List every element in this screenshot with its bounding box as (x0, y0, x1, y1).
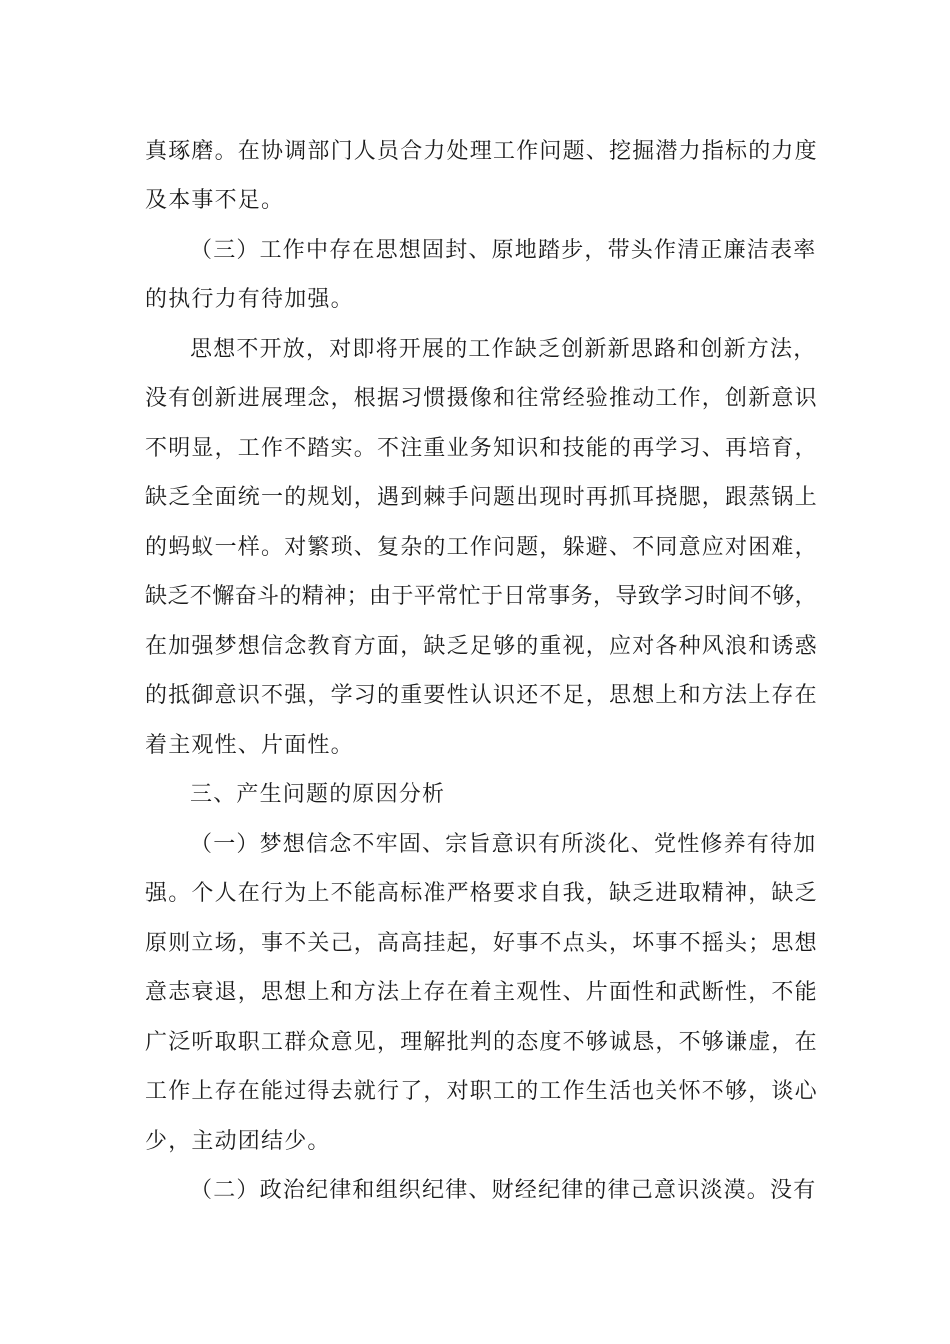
text-line: 在加强梦想信念教育方面，缺乏足够的重视，应对各种风浪和诱惑 (145, 634, 818, 659)
text-line: 强。个人在行为上不能高标准严格要求自我，缺乏进取精神，缺乏 (145, 881, 818, 906)
text-line: 原则立场，事不关己，高高挂起，好事不点头，坏事不摇头；思想 (145, 931, 818, 956)
chapter-heading: 三、产生问题的原因分析 (190, 782, 446, 807)
text-line: 意志衰退，思想上和方法上存在着主观性、片面性和武断性，不能 (145, 980, 818, 1005)
text-line: 真琢磨。在协调部门人员合力处理工作问题、挖掘潜力指标的力度 (145, 139, 818, 164)
text-line: 的抵御意识不强，学习的重要性认识还不足，思想上和方法上存在 (145, 683, 818, 708)
text-line: 的蚂蚁一样。对繁琐、复杂的工作问题，躲避、不同意应对困难， (145, 535, 818, 560)
section-heading: （二）政治纪律和组织纪律、财经纪律的律己意识淡漠。没有 (190, 1178, 817, 1203)
text-line: 的执行力有待加强。 (145, 287, 354, 312)
text-line: 工作上存在能过得去就行了，对职工的工作生活也关怀不够，谈心 (145, 1079, 818, 1104)
text-line: 没有创新进展理念，根据习惯摄像和往常经验推动工作，创新意识 (145, 386, 818, 411)
paragraph-start: 思想不开放，对即将开展的工作缺乏创新新思路和创新方法， (190, 337, 817, 362)
text-line: 少，主动团结少。 (145, 1129, 331, 1154)
text-line: 着主观性、片面性。 (145, 733, 354, 758)
text-line: 及本事不足。 (145, 188, 285, 213)
text-line: 广泛听取职工群众意见，理解批判的态度不够诚恳，不够谦虚，在 (145, 1030, 818, 1055)
text-line: 缺乏不懈奋斗的精神；由于平常忙于日常事务，导致学习时间不够， (145, 584, 818, 609)
text-line: 缺乏全面统一的规划，遇到棘手问题出现时再抓耳挠腮，跟蒸锅上 (145, 485, 818, 510)
section-heading: （三）工作中存在思想固封、原地踏步，带头作清正廉洁表率 (190, 238, 817, 263)
section-heading: （一）梦想信念不牢固、宗旨意识有所淡化、党性修养有待加 (190, 832, 817, 857)
text-line: 不明显，工作不踏实。不注重业务知识和技能的再学习、再培育， (145, 436, 818, 461)
